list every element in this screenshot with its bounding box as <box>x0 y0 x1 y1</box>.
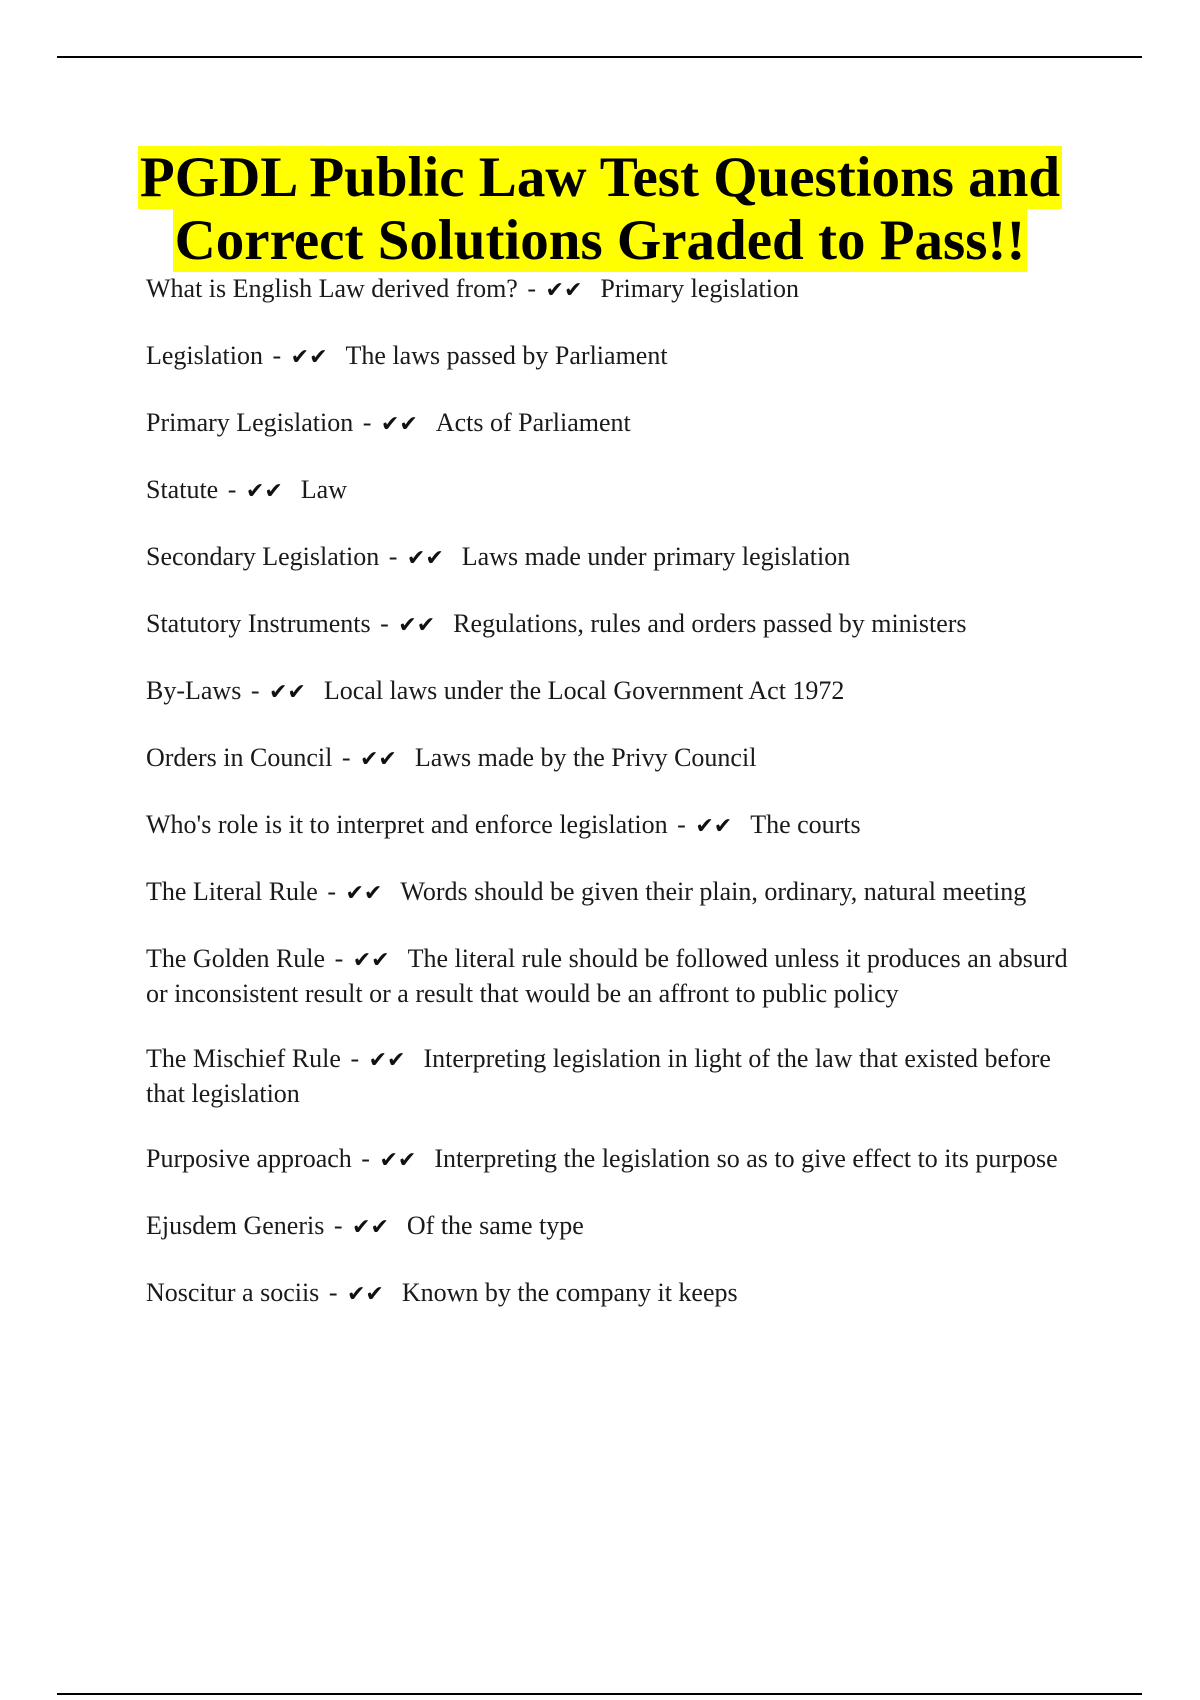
qa-list <box>146 272 1086 1343</box>
qa-answer: Laws made by the Privy Council <box>414 743 757 772</box>
qa-term: By-Laws <box>146 676 242 705</box>
double-check-icon: ✔✔ <box>398 613 436 638</box>
qa-separator: - <box>362 408 372 437</box>
qa-item <box>146 674 1086 709</box>
qa-term: Orders in Council <box>146 743 333 772</box>
qa-term: Who's role is it to interpret and enforce legislation <box>146 810 668 839</box>
qa-answer: Laws made under primary legislation <box>461 542 851 571</box>
qa-term: The Literal Rule <box>146 877 318 906</box>
qa-answer: Acts of Parliament <box>435 408 631 437</box>
qa-term: What is English Law derived from? <box>146 274 518 303</box>
qa-term: Statutory Instruments <box>146 609 371 638</box>
qa-term: The Mischief Rule <box>146 1044 341 1073</box>
qa-item <box>146 1209 1086 1244</box>
qa-item <box>146 406 1086 441</box>
qa-separator: - <box>361 1144 370 1173</box>
double-check-icon: ✔✔ <box>346 1282 384 1307</box>
qa-separator: - <box>527 274 537 303</box>
qa-answer: The courts <box>750 810 861 839</box>
qa-term: Secondary Legislation <box>146 542 380 571</box>
top-divider <box>57 56 1142 58</box>
qa-term: The Golden Rule <box>146 944 326 973</box>
qa-item <box>146 272 1086 307</box>
qa-separator: - <box>328 1278 338 1307</box>
qa-item <box>146 1142 1086 1177</box>
qa-separator: - <box>341 743 351 772</box>
qa-term: Statute <box>146 475 219 504</box>
bottom-divider <box>57 1693 1142 1695</box>
qa-separator: - <box>334 944 344 973</box>
double-check-icon: ✔✔ <box>695 814 733 839</box>
double-check-icon: ✔✔ <box>245 479 283 504</box>
qa-answer: Local laws under the Local Government Act 1972 <box>323 676 845 705</box>
qa-item <box>146 540 1086 575</box>
qa-answer: Interpreting legislation in light of the law that existed before that legislation <box>146 1044 1051 1108</box>
qa-term: Ejusdem Generis <box>146 1211 325 1240</box>
qa-separator: - <box>250 676 260 705</box>
qa-answer: Interpreting the legislation so as to give effect to its purpose <box>434 1144 1058 1173</box>
qa-item <box>146 473 1086 508</box>
double-check-icon: ✔✔ <box>379 1148 417 1173</box>
qa-item <box>146 339 1086 374</box>
double-check-icon: ✔✔ <box>368 1048 406 1073</box>
qa-answer: Primary legislation <box>600 274 799 303</box>
double-check-icon: ✔✔ <box>345 881 383 906</box>
qa-separator: - <box>327 877 336 906</box>
title-block <box>80 146 1120 272</box>
double-check-icon: ✔✔ <box>380 412 418 437</box>
qa-item <box>146 1042 1086 1110</box>
qa-term: Noscitur a sociis <box>146 1278 320 1307</box>
double-check-icon: ✔✔ <box>406 546 444 571</box>
qa-answer: Regulations, rules and orders passed by ministers <box>453 609 967 638</box>
qa-item <box>146 741 1086 776</box>
double-check-icon: ✔✔ <box>269 680 306 705</box>
page-title: PGDL Public Law Test Questions and Correct Solutions Graded to Pass!! <box>139 146 1061 272</box>
qa-answer: The literal rule should be followed unless it produces an absurd or inconsistent result or a result that would be an affront to public policy <box>146 944 1068 1008</box>
double-check-icon: ✔✔ <box>352 948 390 973</box>
qa-separator: - <box>272 341 282 370</box>
qa-item <box>146 942 1086 1010</box>
qa-answer: Law <box>300 475 347 504</box>
qa-separator: - <box>227 475 237 504</box>
double-check-icon: ✔✔ <box>352 1215 389 1240</box>
qa-answer: Of the same type <box>406 1211 584 1240</box>
qa-separator: - <box>677 810 686 839</box>
double-check-icon: ✔✔ <box>290 345 328 370</box>
qa-separator: - <box>388 542 398 571</box>
qa-item <box>146 607 1086 642</box>
qa-item <box>146 808 1086 843</box>
qa-separator: - <box>333 1211 343 1240</box>
qa-separator: - <box>380 609 389 638</box>
qa-term: Legislation <box>146 341 263 370</box>
qa-separator: - <box>350 1044 360 1073</box>
qa-answer: Known by the company it keeps <box>401 1278 738 1307</box>
qa-term: Purposive approach <box>146 1144 352 1173</box>
qa-item <box>146 1276 1086 1311</box>
double-check-icon: ✔✔ <box>545 278 583 303</box>
qa-answer: Words should be given their plain, ordinary, natural meeting <box>400 877 1027 906</box>
qa-term: Primary Legislation <box>146 408 354 437</box>
qa-item <box>146 875 1086 910</box>
qa-answer: The laws passed by Parliament <box>345 341 668 370</box>
double-check-icon: ✔✔ <box>359 747 397 772</box>
